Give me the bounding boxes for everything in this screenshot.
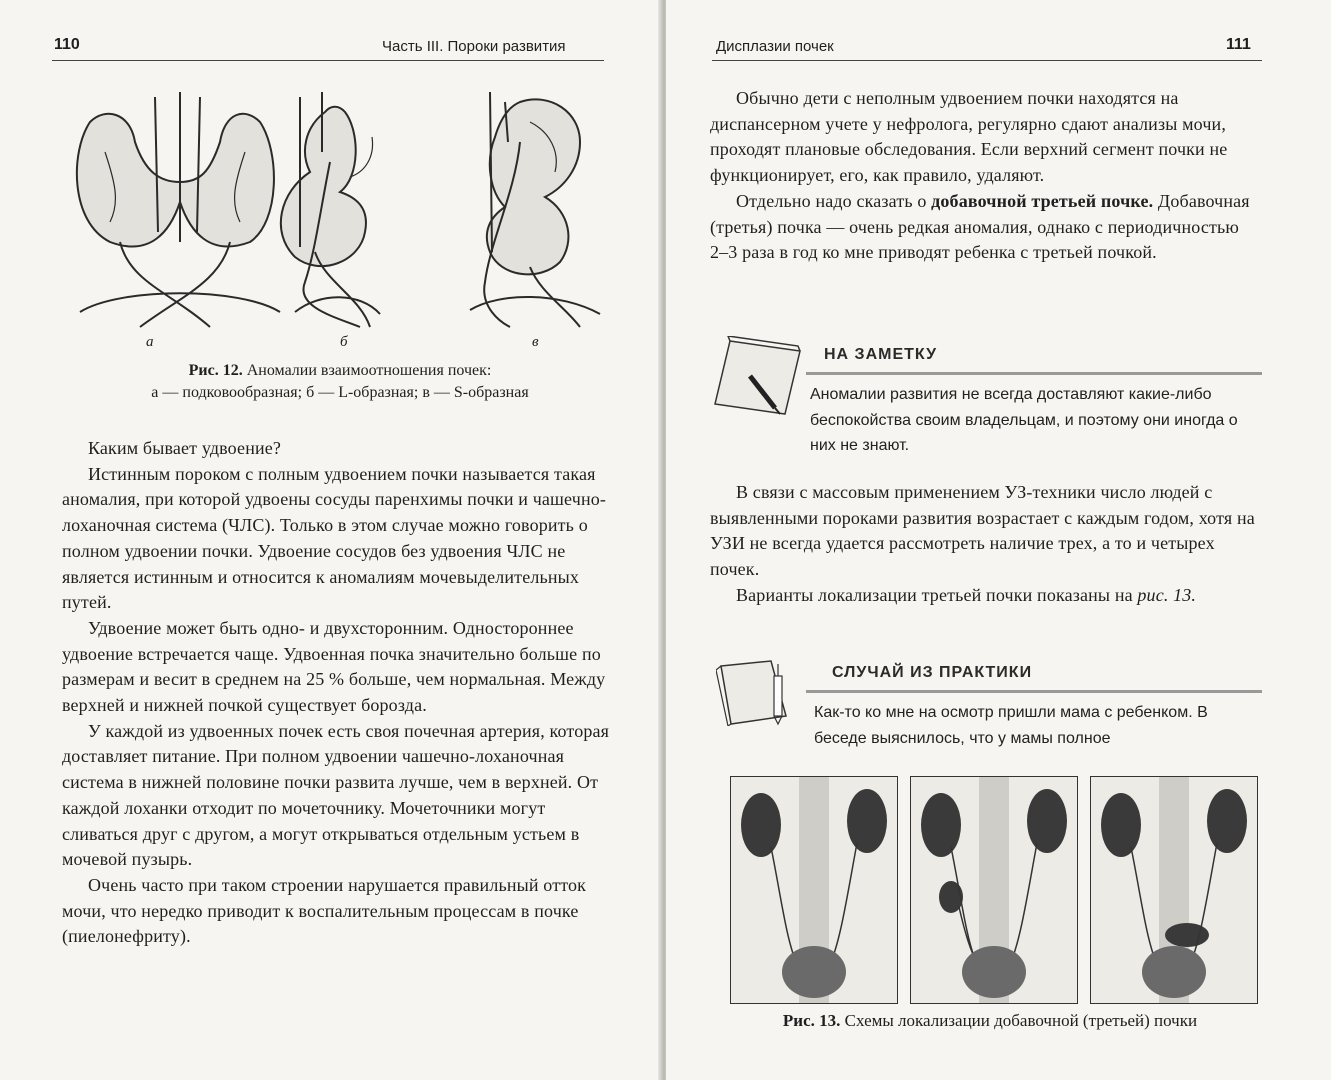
- left-running-title: Часть III. Пороки развития: [382, 38, 566, 55]
- paragraph-third-kidney: [710, 189, 1260, 266]
- figure-12-caption-line2: а — подковообразная; б — L-образная; в — S-образная: [151, 384, 529, 401]
- figure-13-panel-2: [910, 776, 1078, 1004]
- right-body-text-top: [710, 86, 1260, 266]
- third-kidney-bold: добавочной третьей почке.: [931, 190, 1154, 211]
- figure-13-caption-text: Схемы локализации добавочной (третьей) почки: [840, 1011, 1198, 1030]
- figure-12-letter-a: а: [146, 334, 154, 350]
- paragraph-incomplete-duplication: Обычно дети с неполным удвоением почки находятся на диспансерном учете у нефролога, регулярно сдают анализы мочи, проходят плановые обследования. Если верхний сегмент почки не функционирует, его, как правило, удаляют.: [710, 88, 1228, 186]
- right-running-head: [666, 36, 1331, 60]
- left-running-head: [0, 36, 662, 60]
- figure-13-caption: [710, 1010, 1270, 1032]
- kidneys-scheme-3: [1091, 777, 1257, 1003]
- kidney-illustrations: [60, 82, 620, 332]
- figure-12-letter-c: в: [532, 334, 539, 350]
- horseshoe-kidney-drawing: [77, 92, 280, 327]
- note-title: НА ЗАМЕТКУ: [824, 346, 938, 363]
- third-kidney-rest: Добавочная (третья) почка — очень редкая аномалия, однако с периодичностью 2–3 раза в год ко мне приводят ребенка с третьей почкой.: [710, 190, 1250, 263]
- right-page: [666, 0, 1331, 1080]
- figure-13-reference: рис. 13.: [1137, 584, 1197, 605]
- right-header-rule: [712, 60, 1262, 61]
- case-title: СЛУЧАЙ ИЗ ПРАКТИКИ: [832, 664, 1033, 681]
- note-title-rule: [806, 372, 1262, 375]
- figure-12-caption-title: Аномалии взаимоотношения почек:: [242, 362, 492, 379]
- variants-text: Варианты локализации третьей почки показаны на: [736, 584, 1138, 605]
- kidneys-scheme-2: [911, 777, 1077, 1003]
- case-title-rule: [806, 690, 1262, 693]
- figure-13-panel-1: [730, 776, 898, 1004]
- figure-12-caption: [60, 360, 620, 404]
- figure-12: [60, 82, 620, 350]
- figure-12-caption-label: Рис. 12.: [188, 362, 243, 379]
- note-body: Аномалии развития не всегда доставляют какие-либо беспокойства своим владельцам, и поэтому они иногда о них не знают.: [810, 386, 1238, 454]
- s-shaped-kidney-drawing: [470, 92, 600, 327]
- paragraph-urine-outflow: Очень часто при таком строении нарушается правильный отток мочи, что нередко приводит к воспалительным процессам в почке (пиелонефриту).: [62, 874, 587, 947]
- paragraph-variants: [710, 583, 1260, 609]
- paragraph-true-duplication: Истинным пороком с полным удвоением почки называется такая аномалия, при которой удвоены сосуды паренхимы почки и чашечно-лоханочная система (ЧЛС). Только в этом случае можно говорить о полном удвоении почки. Удвоение сосудов без удвоения ЧЛС не является истинным и относится к аномалиям мочевыделительных путей.: [62, 463, 607, 613]
- case-body: Как-то ко мне на осмотр пришли мама с ребенком. В беседе выяснилось, что у мамы полное: [814, 704, 1208, 747]
- figure-13-panel-3: [1090, 776, 1258, 1004]
- left-header-rule: [52, 60, 604, 61]
- figure-13-caption-label: Рис. 13.: [782, 1011, 841, 1030]
- l-shaped-kidney-drawing: [281, 92, 380, 327]
- left-body-text: [62, 436, 610, 950]
- right-running-title: Дисплазии почек: [716, 38, 834, 55]
- left-page: [0, 0, 662, 1080]
- paragraph-question: Каким бывает удвоение?: [88, 438, 282, 458]
- third-kidney-prefix: Отдельно надо сказать о: [736, 190, 932, 211]
- figure-12-letter-b: б: [340, 334, 348, 350]
- right-page-number: 111: [1226, 36, 1251, 53]
- notebook-syringe-icon: [716, 656, 806, 726]
- paragraph-unilateral: Удвоение может быть одно- и двухсторонним. Одностороннее удвоение встречается чаще. Удвоенная почка значительно больше по размерам и весит в среднем на 25 % больше, чем нормальная. Между верхней и нижней почкой существует борозда.: [62, 617, 606, 716]
- kidneys-scheme-1: [731, 777, 897, 1003]
- notepad-pen-icon: [710, 336, 810, 416]
- left-page-number: 110: [54, 36, 80, 53]
- right-body-text-middle: [710, 480, 1260, 609]
- paragraph-ultrasound: В связи с массовым применением УЗ-техники число людей с выявленными пороками развития возрастает с каждым годом, хотя на УЗИ не всегда удается рассмотреть наличие трех, а то и четырех почек.: [710, 482, 1255, 580]
- paragraph-arteries: У каждой из удвоенных почек есть своя почечная артерия, которая доставляет питание. При полном удвоении чашечно-лоханочная система в нижней половине почки развита лучше, чем в верхней. От каждой лоханки отходит по мочеточнику. Мочеточники могут сливаться друг с другом, а могут открываться отдельным устьем в мочевой пузырь.: [62, 720, 610, 870]
